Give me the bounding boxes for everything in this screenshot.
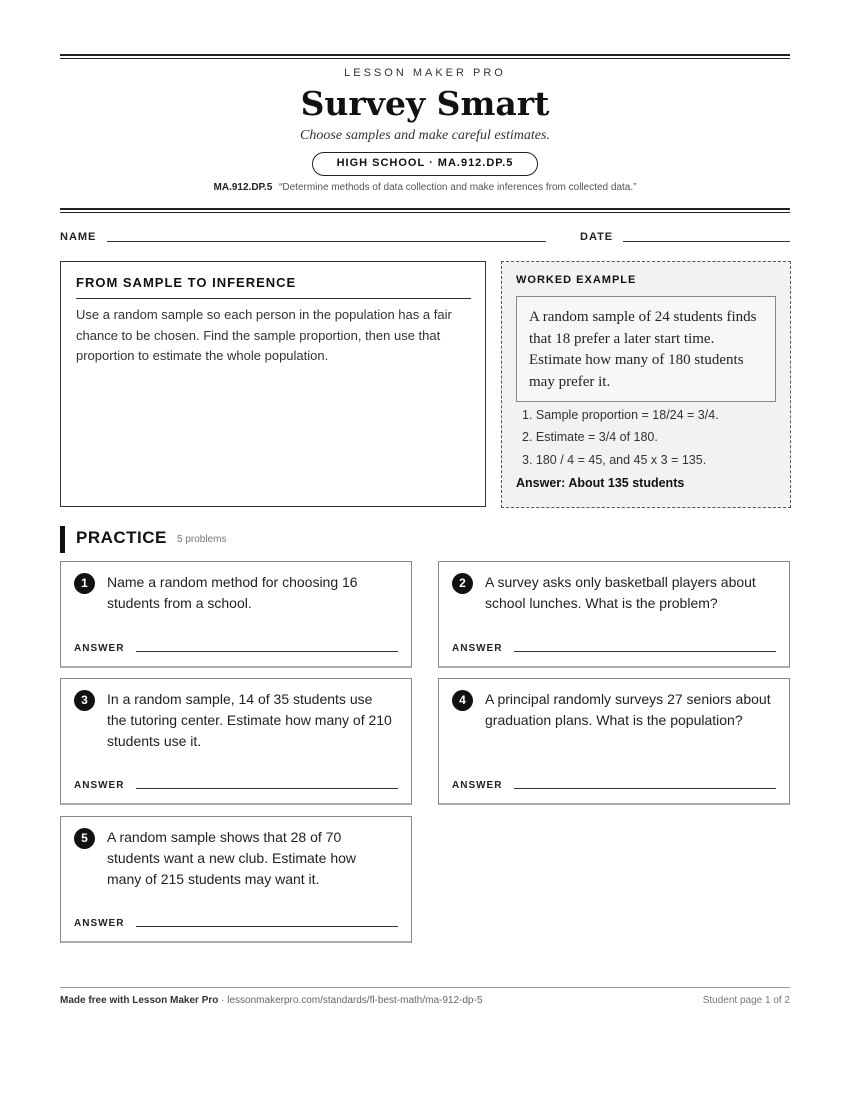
- answer-label: ANSWER: [452, 643, 503, 654]
- answer-field[interactable]: [514, 651, 776, 652]
- practice-count: 5 problems: [177, 534, 227, 545]
- answer-field[interactable]: [136, 926, 398, 927]
- answer-field[interactable]: [514, 788, 776, 789]
- standard-code: MA.912.DP.5: [213, 182, 273, 193]
- practice-title: PRACTICE: [76, 528, 167, 547]
- footer-divider: [60, 987, 790, 988]
- problem-number-badge: 2: [452, 573, 473, 594]
- footer-made-with: Made free with Lesson Maker Pro: [60, 995, 219, 1006]
- level-badge: HIGH SCHOOL · MA.912.DP.5: [312, 152, 538, 176]
- worked-example-heading: WORKED EXAMPLE: [516, 274, 637, 286]
- name-field[interactable]: [107, 241, 546, 242]
- worked-example-problem: A random sample of 24 students finds that 18 prefer a later start time. Estimate how many of 180 students may prefer it.: [516, 296, 776, 402]
- brand-label: LESSON MAKER PRO: [344, 67, 506, 79]
- concept-heading: FROM SAMPLE TO INFERENCE: [76, 275, 297, 290]
- header-bottom-rule-thin: [60, 212, 790, 213]
- answer-field[interactable]: [136, 651, 398, 652]
- footer-credit: [60, 995, 482, 1006]
- worked-example-answer: Answer: About 135 students: [516, 476, 685, 490]
- standard-text: “Determine methods of data collection and make inferences from collected data.”: [279, 182, 637, 193]
- problem-card-4: [438, 678, 790, 805]
- problem-number-badge: 3: [74, 690, 95, 711]
- problem-card-3: [60, 678, 412, 805]
- problem-text: A principal randomly surveys 27 seniors about graduation plans. What is the population?: [485, 691, 771, 728]
- problem-card-2: [438, 561, 790, 668]
- problem-text: Name a random method for choosing 16 students from a school.: [107, 574, 358, 611]
- worked-example-step: 3. 180 / 4 = 45, and 45 x 3 = 135.: [522, 453, 707, 467]
- header-bottom-rule-thick: [60, 208, 790, 210]
- worksheet-title: Survey Smart: [300, 84, 550, 123]
- name-label: NAME: [60, 231, 97, 243]
- concept-box: [60, 261, 486, 507]
- header-top-rule-thin: [60, 58, 790, 59]
- problem-card-1: [60, 561, 412, 668]
- date-label: DATE: [580, 231, 614, 243]
- answer-label: ANSWER: [74, 918, 125, 929]
- problem-number-badge: 1: [74, 573, 95, 594]
- answer-field[interactable]: [136, 788, 398, 789]
- footer-page-number: Student page 1 of 2: [702, 995, 790, 1006]
- worksheet-subtitle: Choose samples and make careful estimates.: [300, 128, 550, 143]
- concept-divider: [76, 298, 471, 299]
- worked-example-box: [501, 261, 791, 508]
- answer-label: ANSWER: [452, 780, 503, 791]
- problem-text: A survey asks only basketball players about school lunches. What is the problem?: [485, 574, 756, 611]
- worked-example-step: 1. Sample proportion = 18/24 = 3/4.: [522, 408, 719, 422]
- footer-url[interactable]: · lessonmakerpro.com/standards/fl-best-math/ma-912-dp-5: [218, 995, 483, 1006]
- problem-number-badge: 5: [74, 828, 95, 849]
- problem-text: A random sample shows that 28 of 70 students want a new club. Estimate how many of 215 students may want it.: [107, 829, 357, 887]
- date-field[interactable]: [623, 241, 790, 242]
- standard-line: [0, 182, 850, 193]
- practice-accent-bar: [60, 526, 65, 553]
- problem-text: In a random sample, 14 of 35 students use the tutoring center. Estimate how many of 210 students use it.: [107, 691, 392, 749]
- answer-label: ANSWER: [74, 643, 125, 654]
- problem-card-5: [60, 816, 412, 943]
- header-top-rule-thick: [60, 54, 790, 56]
- problem-number-badge: 4: [452, 690, 473, 711]
- concept-body: Use a random sample so each person in the population has a fair chance to be chosen. Find the sample proportion, then use that proportion to estimate the whole population.: [76, 307, 452, 363]
- worked-example-step: 2. Estimate = 3/4 of 180.: [522, 430, 658, 444]
- answer-label: ANSWER: [74, 780, 125, 791]
